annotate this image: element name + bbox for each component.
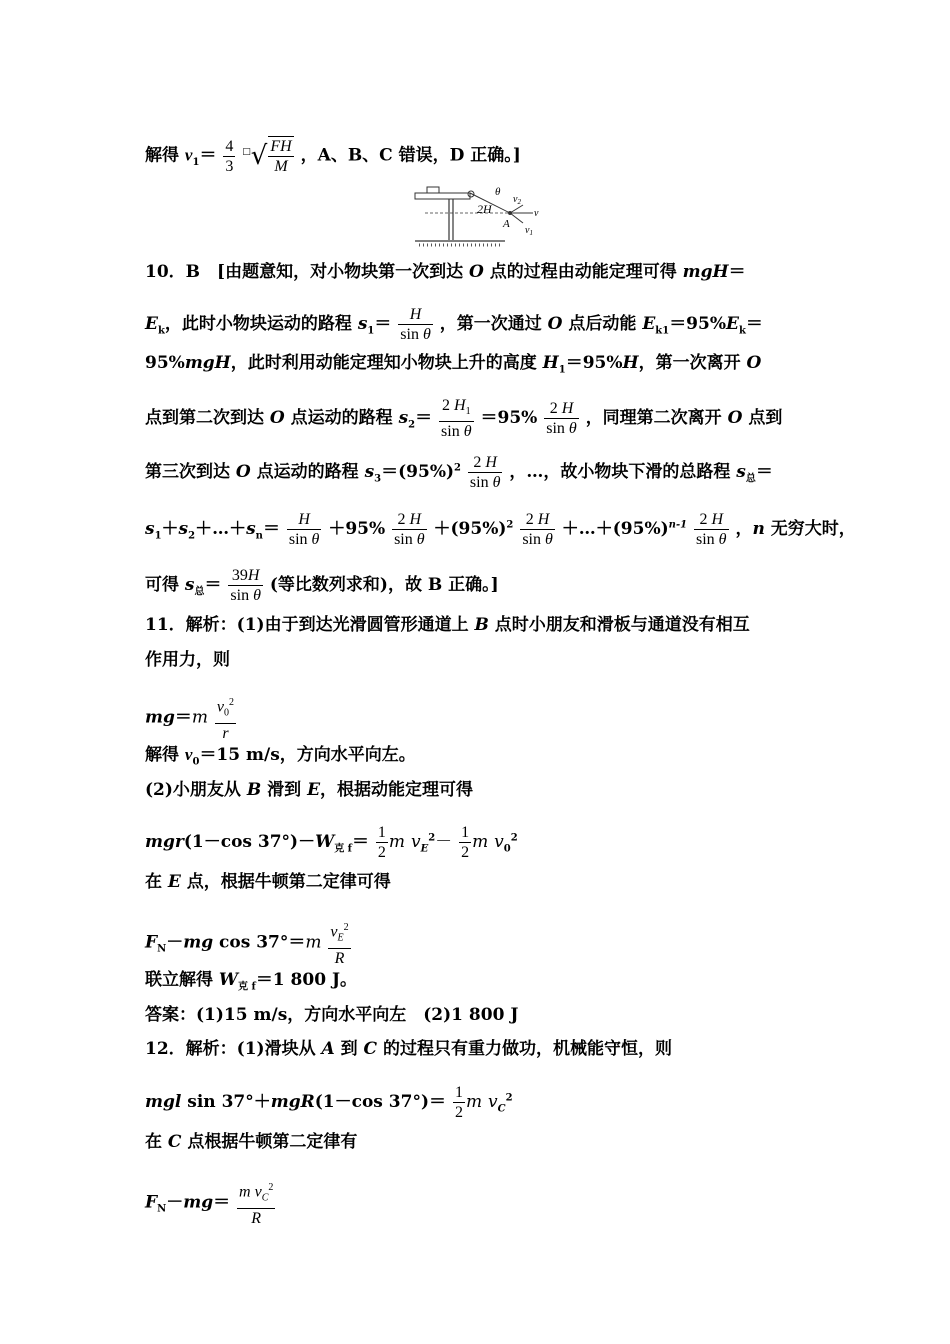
text: (1－cos 37°)－	[183, 832, 316, 852]
theta: θ	[568, 420, 577, 438]
q10-line-7	[145, 566, 499, 605]
text: 可得	[145, 575, 185, 595]
two: 2	[525, 511, 534, 528]
sub: k	[738, 325, 746, 337]
sin: sin	[695, 531, 715, 548]
den: 2	[377, 844, 386, 861]
var-s: s	[145, 519, 155, 539]
var-mgH: mgH	[184, 353, 231, 373]
q11-eq-2	[145, 823, 518, 862]
var-m: m	[305, 932, 322, 953]
text: ，第一次离开	[638, 353, 747, 373]
two: 2	[397, 511, 406, 528]
text: (1－cos 37°)＝	[314, 1092, 447, 1112]
var-H: H	[542, 353, 559, 373]
two: 2	[699, 511, 708, 528]
q10-line-5	[145, 453, 773, 492]
label-A: A	[503, 218, 510, 230]
fraction-v0sq-r	[215, 693, 236, 743]
var-n: n	[752, 519, 765, 539]
sub: E	[337, 932, 344, 944]
fraction-H-sintheta	[287, 510, 322, 549]
var-B: B	[246, 780, 262, 800]
var-v: v	[494, 832, 504, 852]
var-O: O	[469, 262, 484, 282]
var-F: F	[145, 1192, 158, 1213]
q11-eq-3	[145, 918, 352, 968]
q10-line-3	[145, 351, 761, 382]
text: ，同理第二次离开	[585, 408, 728, 429]
arrow-v1	[510, 213, 523, 223]
fraction-4-3	[223, 137, 235, 176]
text: ＝95%	[669, 314, 726, 334]
text: cos 37°＝	[213, 932, 306, 953]
sub: 1	[558, 364, 566, 376]
text: 95%	[145, 353, 185, 373]
sup: 2	[510, 832, 518, 844]
text: ＝(95%)	[381, 462, 455, 482]
text: 在	[145, 872, 168, 892]
text: ＝95%	[565, 353, 623, 373]
theta: θ	[492, 474, 501, 491]
text: (2)小朋友从	[145, 780, 247, 800]
two: 2	[549, 400, 558, 418]
label-v1: $v_1$	[525, 225, 533, 237]
q11-line-1	[145, 613, 750, 637]
q11-answer	[145, 1003, 518, 1027]
text: －	[166, 1192, 184, 1213]
text: 答案：(1)15 m/s，方向水平向左 (2)1 800 J	[145, 1005, 519, 1025]
fraction-1-2	[453, 1083, 465, 1122]
text: 点运动的路程	[250, 462, 365, 482]
var-mg: mg	[145, 707, 175, 728]
text: sin 37°＋	[181, 1092, 271, 1112]
text: 11．解析：(1)由于到达光滑圆管形通道上	[145, 615, 475, 635]
num: FH	[270, 138, 292, 155]
var-m: m	[465, 1092, 483, 1112]
den: 2	[461, 844, 470, 861]
sin: sin	[522, 531, 541, 548]
theta: θ	[416, 531, 425, 548]
var-mg: mg	[183, 1192, 214, 1213]
sub: k	[157, 325, 165, 337]
fraction-2H1-sintheta	[439, 396, 474, 441]
sub: n	[255, 530, 263, 542]
sup: n-1	[668, 519, 688, 531]
var-O: O	[547, 314, 563, 334]
den: 3	[225, 157, 234, 175]
text: ，A、B、C 错误，D 正确。]	[300, 145, 521, 166]
label-2H: 2H	[477, 202, 492, 216]
v: v	[330, 923, 338, 941]
sub: N	[157, 943, 167, 955]
m: m	[239, 1183, 251, 1201]
H: H	[298, 511, 310, 528]
var-O: O	[727, 408, 743, 429]
var-s: s	[736, 462, 746, 482]
text: ＋…＋	[195, 519, 247, 539]
var-s: s	[178, 519, 189, 539]
R: R	[251, 1209, 262, 1227]
num: 1	[377, 824, 386, 841]
text: ＝95%	[480, 408, 538, 429]
q11-eq-1	[145, 693, 237, 743]
var-m: m	[472, 832, 489, 852]
theta: θ	[311, 531, 320, 548]
theta: θ	[422, 326, 431, 343]
root-index: □	[242, 146, 251, 157]
q10-line-2	[145, 305, 763, 344]
root-sign: √	[250, 141, 268, 171]
var-W: W	[218, 970, 239, 990]
arrow-v2	[510, 205, 523, 213]
text: ＝1 800 J。	[255, 970, 358, 990]
text: 点到	[742, 408, 783, 429]
num: H	[409, 306, 422, 323]
text: ，此时利用动能定理知小物块上升的高度	[230, 353, 543, 373]
sup: 2	[505, 1092, 513, 1104]
var-O: O	[746, 353, 762, 373]
sin: sin	[469, 474, 489, 491]
var-mgR: mgR	[270, 1092, 315, 1112]
sub: 克 f	[238, 981, 256, 993]
var-mgl: mgl	[145, 1092, 182, 1112]
q11-combine	[145, 968, 357, 999]
sup: 2	[454, 462, 461, 474]
text: 点的过程由动能定理可得	[483, 262, 683, 282]
text: 到	[334, 1039, 364, 1059]
var-A: A	[321, 1039, 335, 1059]
sub: N	[157, 1203, 167, 1215]
text: 解得	[145, 145, 185, 166]
q12-line-3	[145, 1130, 357, 1154]
sup: 2	[428, 832, 436, 844]
q12-eq-1	[145, 1083, 513, 1122]
var-s: s	[364, 462, 375, 482]
sup: 2	[268, 1182, 274, 1193]
sin: sin	[230, 587, 250, 604]
sub: E	[420, 843, 429, 855]
var-E: E	[307, 780, 321, 800]
q11-solve	[145, 743, 416, 774]
text: 点，根据牛顿第二定律可得	[180, 872, 391, 892]
H: H	[537, 511, 550, 528]
num: 1	[454, 1084, 463, 1101]
num: 4	[225, 137, 234, 155]
q10-line-6	[145, 510, 856, 549]
fraction-1-2	[376, 823, 388, 862]
den: 2	[454, 1104, 463, 1121]
sub: 0	[503, 843, 511, 855]
q12-eq-2	[145, 1178, 276, 1228]
figure-diagram	[405, 185, 545, 250]
eq: ＝	[262, 519, 280, 539]
text: ，根据动能定理可得	[320, 780, 474, 800]
text: ，…，故小物块下滑的总路程	[509, 462, 737, 482]
var-v: v	[184, 145, 193, 165]
text: ＋	[161, 519, 179, 539]
sub: 0	[224, 707, 230, 719]
var-mgH: mgH	[682, 262, 729, 282]
fraction-2H-sintheta	[520, 510, 555, 549]
var-B: B	[474, 615, 489, 635]
var-v: v	[184, 745, 193, 764]
text: 点根据牛顿第二定律有	[181, 1132, 358, 1152]
var-E: E	[167, 872, 181, 892]
var-O: O	[269, 408, 285, 429]
H: H	[711, 511, 724, 528]
theta: θ	[253, 587, 261, 604]
q10-line-1	[145, 260, 746, 284]
fraction-2H-sintheta	[694, 510, 729, 549]
fraction-vEsq-R	[328, 918, 350, 968]
text: ＝	[213, 1192, 231, 1213]
text: ，	[735, 519, 753, 539]
text: ＋(95%)	[433, 519, 507, 539]
text: 的过程只有重力做功，机械能守恒，则	[377, 1039, 672, 1059]
eq: ＝	[374, 314, 392, 334]
R: R	[334, 949, 345, 967]
fraction-2H-sintheta	[392, 510, 427, 549]
fraction-2H-sintheta	[468, 453, 503, 492]
num: 39	[231, 567, 248, 584]
den: M	[274, 158, 288, 175]
text: 解得	[145, 745, 185, 765]
text: 联立解得	[145, 970, 219, 990]
rail	[415, 193, 470, 199]
fraction-2H-sintheta	[544, 399, 579, 438]
eq: ＝	[728, 262, 746, 282]
text: 作用力，则	[145, 650, 230, 670]
sub: 0	[192, 756, 200, 768]
two: 2	[473, 454, 482, 471]
eq: ＝	[755, 462, 773, 482]
text: 12．解析：(1)滑块从	[145, 1039, 322, 1059]
sub: 1	[465, 406, 471, 418]
eq: ＝	[415, 408, 433, 429]
text: 无穷大时，	[764, 519, 856, 539]
eq: ＝	[352, 832, 369, 852]
H: H	[485, 454, 497, 471]
var-v: v	[487, 1092, 498, 1112]
var-C: C	[167, 1132, 182, 1152]
var-H: H	[622, 353, 639, 373]
label-theta: θ	[495, 186, 501, 198]
var-m: m	[388, 832, 406, 852]
sub: 2	[188, 530, 196, 542]
minus: －	[435, 832, 453, 852]
eq: ＝	[174, 707, 192, 728]
sub: 克 f	[334, 843, 352, 855]
var-mgr: mgr	[145, 832, 184, 852]
q11-part2	[145, 778, 473, 802]
var-v: v	[410, 832, 421, 852]
var-O: O	[235, 462, 251, 482]
H: H	[247, 567, 260, 584]
sin: sin	[288, 531, 308, 548]
theta: θ	[463, 423, 472, 441]
q11-e-point	[145, 870, 391, 894]
sub: C	[497, 1103, 506, 1115]
var-C: C	[363, 1039, 378, 1059]
text: 在	[145, 1132, 168, 1152]
fraction-mvCsq-R	[237, 1178, 275, 1228]
sub: 1	[154, 530, 162, 542]
sub: k1	[655, 325, 670, 337]
eq: ＝	[204, 575, 222, 595]
var-E: E	[726, 314, 739, 334]
num: 1	[461, 824, 470, 841]
fraction-H-sintheta	[398, 305, 433, 344]
text: ＝15 m/s，方向水平向左。	[199, 745, 416, 765]
label-v2: $v_2$	[513, 194, 521, 206]
theta: θ	[544, 531, 553, 548]
sub: C	[261, 1192, 269, 1204]
sub: 2	[408, 419, 416, 431]
text: 点时小朋友和滑板与通道没有相互	[488, 615, 750, 635]
text: 10．B [由题意知，对小物块第一次到达	[145, 262, 469, 282]
text: ，此时小物块运动的路程	[164, 314, 358, 334]
eq: ＝	[745, 314, 763, 334]
text: ＋95%	[328, 519, 386, 539]
text: 滑到	[261, 780, 308, 800]
var-E: E	[145, 314, 158, 334]
sub: 总	[194, 586, 205, 598]
sup: 2	[506, 519, 514, 531]
sup: 2	[343, 922, 349, 933]
q12-line-1	[145, 1037, 672, 1061]
var-s: s	[357, 314, 368, 334]
H: H	[454, 397, 466, 414]
text: ＋…＋(95%)	[561, 519, 669, 539]
text: ，第一次通过	[439, 314, 548, 334]
text: 点到第二次到达	[145, 408, 270, 429]
theta: θ	[718, 531, 727, 548]
sin: sin	[441, 423, 460, 441]
var-m: m	[191, 707, 208, 728]
fraction-FH-M	[268, 136, 293, 176]
var-mg: mg	[183, 932, 214, 953]
H: H	[561, 400, 574, 418]
text: 点运动的路程	[284, 408, 399, 429]
q11-line-2	[145, 648, 230, 672]
sin: sin	[394, 531, 413, 548]
sub: 3	[374, 473, 382, 485]
var-s: s	[184, 575, 195, 595]
var-F: F	[145, 932, 158, 953]
block	[427, 187, 439, 193]
fraction-1-2	[459, 823, 471, 862]
q10-line-4	[145, 396, 782, 441]
sub: 总	[745, 473, 756, 485]
sub: 1	[367, 325, 375, 337]
sin: sin	[400, 326, 419, 343]
var-s: s	[246, 519, 256, 539]
var-E: E	[642, 314, 656, 334]
sup: 2	[229, 697, 235, 708]
text: (等比数列求和)，故 B 正确。]	[269, 575, 499, 595]
fraction-39H-sintheta	[228, 566, 263, 605]
eq: ＝	[199, 145, 217, 166]
var-s: s	[398, 408, 409, 429]
sub: 1	[192, 156, 200, 168]
sin: sin	[546, 420, 565, 438]
var-W: W	[315, 832, 335, 852]
v: v	[216, 698, 225, 716]
text: 第三次到达	[145, 462, 236, 482]
H: H	[409, 511, 422, 528]
r: r	[222, 724, 229, 742]
text: 点后动能	[562, 314, 643, 334]
label-v: v	[534, 208, 539, 219]
text: －	[166, 932, 184, 953]
v: v	[254, 1183, 262, 1201]
solve-v1-line	[145, 136, 521, 176]
two: 2	[442, 397, 451, 414]
